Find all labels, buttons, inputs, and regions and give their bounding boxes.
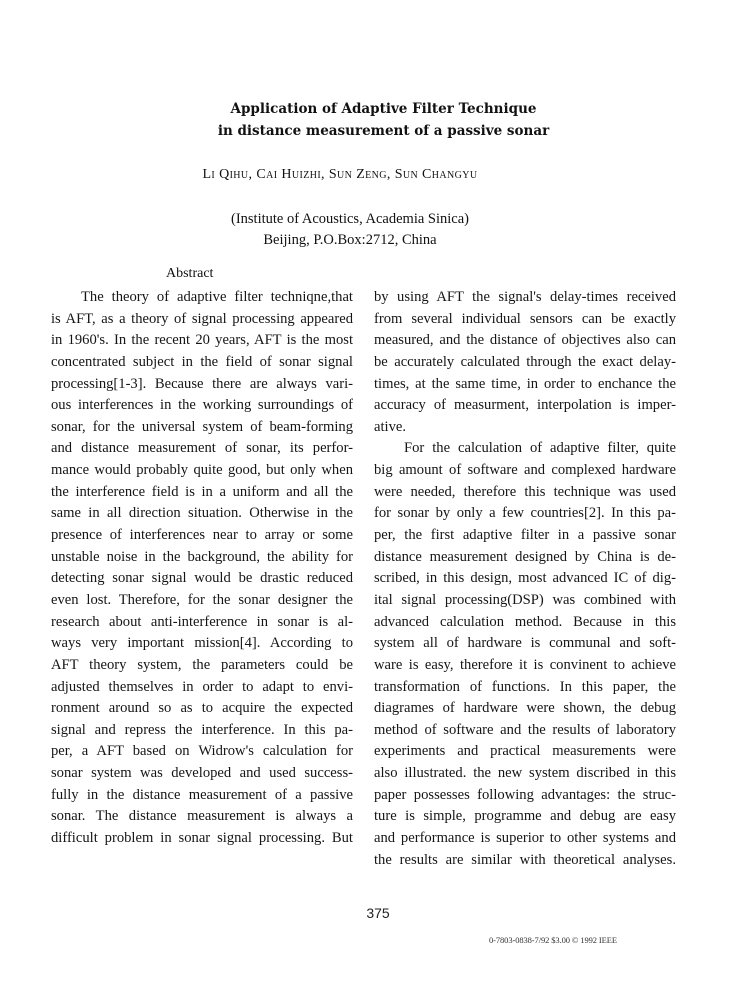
affiliation-address: Beijing, P.O.Box:2712, China bbox=[263, 232, 437, 248]
text-line: transformation of functions. In this paper, the bbox=[374, 678, 676, 695]
author-list: Li Qihu, Cai Huizhi, Sun Zeng, Sun Changyu bbox=[202, 167, 478, 182]
text-line: distance measurement designed by China is de- bbox=[374, 548, 676, 565]
text-line: ous interferences in the working surroundings of bbox=[51, 397, 353, 414]
text-line: per, a AFT based on Widrow's calculation for bbox=[51, 743, 353, 760]
text-line: difficult problem in sonar signal processing. But bbox=[51, 830, 353, 847]
text-line: experiments and practical measurements were bbox=[374, 743, 676, 760]
page-number: 375 bbox=[366, 905, 390, 921]
text-line: signal and repress the interference. In this pa- bbox=[51, 721, 353, 738]
text-line: the interference field is in a uniform and all the bbox=[51, 483, 353, 500]
text-line: for sonar by only a few countries[2]. In this pa- bbox=[374, 505, 676, 522]
text-line: processing[1-3]. Because there are always vari- bbox=[51, 375, 353, 392]
text-line: be accurately calculated through the exact delay- bbox=[374, 353, 676, 370]
text-line: paper possesses following advantages: the struc- bbox=[374, 786, 676, 803]
text-line: unstable noise in the background, the ability for bbox=[51, 548, 353, 565]
text-line: research about anti-interference in sonar is al- bbox=[51, 613, 353, 630]
text-line: concentrated subject in the field of sonar signal bbox=[51, 353, 353, 370]
text-line: and distance measurement of sonar, its perfor- bbox=[51, 440, 353, 457]
text-line: times, at the same time, in order to enchance the bbox=[374, 375, 676, 392]
text-line: is AFT, as a theory of signal processing appeared bbox=[51, 310, 353, 327]
text-line: measured, and the distance of objectives also can bbox=[374, 332, 676, 349]
text-line: in 1960's. In the recent 20 years, AFT is the most bbox=[51, 332, 353, 349]
text-line: AFT theory system, the parameters could be bbox=[51, 656, 353, 673]
text-line: ware is easy, therefore it is convinent to achieve bbox=[374, 656, 676, 673]
text-line: the results are similar with theoretical analyses. bbox=[374, 851, 676, 868]
text-line: adjusted themselves in order to adapt to envi- bbox=[51, 678, 353, 695]
text-line: big amount of software and complexed hardware bbox=[374, 462, 676, 479]
text-line: detecting sonar signal would be drastic reduced bbox=[51, 570, 353, 587]
text-line: sonar system was developed and used success- bbox=[51, 765, 353, 782]
text-line: ative. bbox=[374, 418, 407, 435]
text-line: advanced calculation method. Because in this bbox=[374, 613, 676, 630]
text-line: were needed, therefore this technique was used bbox=[374, 483, 676, 500]
text-line: scribed, in this design, most advanced IC of dig- bbox=[374, 570, 676, 587]
text-line: by using AFT the signal's delay-times received bbox=[374, 289, 676, 305]
text-line: ways very important mission[4]. According to bbox=[51, 635, 353, 652]
text-line: method of software and the results of laboratory bbox=[374, 721, 676, 738]
text-line: also illustrated. the new system discribed in this bbox=[374, 765, 676, 782]
paper-title-line-2: in distance measurement of a passive sonar bbox=[217, 123, 550, 139]
text-line: ital signal processing(DSP) was combined with bbox=[374, 591, 676, 608]
text-line: mance would probably quite good, but only when bbox=[51, 462, 353, 479]
affiliation-institute: (Institute of Acoustics, Academia Sinica) bbox=[231, 211, 469, 227]
text-line: system all of hardware is communal and soft- bbox=[374, 635, 676, 652]
abstract-heading: Abstract bbox=[166, 266, 214, 281]
text-line: accuracy of measurment, interpolation is imper- bbox=[374, 397, 676, 414]
text-line: from several individual sensors can be exactly bbox=[374, 310, 676, 327]
text-line: even lost. Therefore, for the sonar designer the bbox=[51, 591, 353, 608]
abstract-right-column bbox=[374, 287, 676, 871]
text-line: ture is simple, programme and debug are easy bbox=[374, 808, 676, 825]
text-line: fully in the distance measurement of a passive bbox=[51, 786, 353, 803]
text-line: per, the first adaptive filter in a passive sonar bbox=[374, 527, 676, 544]
text-line: sonar. The distance measurement is always a bbox=[51, 808, 353, 825]
text-line: ronment around so as to acquire the expected bbox=[51, 700, 353, 717]
text-line: sonar, for the universal system of beam-forming bbox=[51, 418, 353, 435]
paper-title-line-1: Application of Adaptive Filter Technique bbox=[230, 101, 537, 117]
text-line: The theory of adaptive filter techniqne,that bbox=[81, 289, 353, 305]
abstract-left-column bbox=[51, 287, 353, 850]
text-line: diagrames of hardware were shown, the debug bbox=[374, 700, 676, 717]
copyright-notice: 0-7803-0838-7/92 $3.00 © 1992 IEEE bbox=[489, 935, 617, 945]
text-line: and performance is superior to other systems and bbox=[374, 830, 676, 847]
text-line: same in all direction situation. Otherwise in the bbox=[51, 505, 353, 522]
text-line: presence of interferences near to array or some bbox=[51, 527, 353, 544]
text-line: For the calculation of adaptive filter, quite bbox=[404, 440, 676, 457]
